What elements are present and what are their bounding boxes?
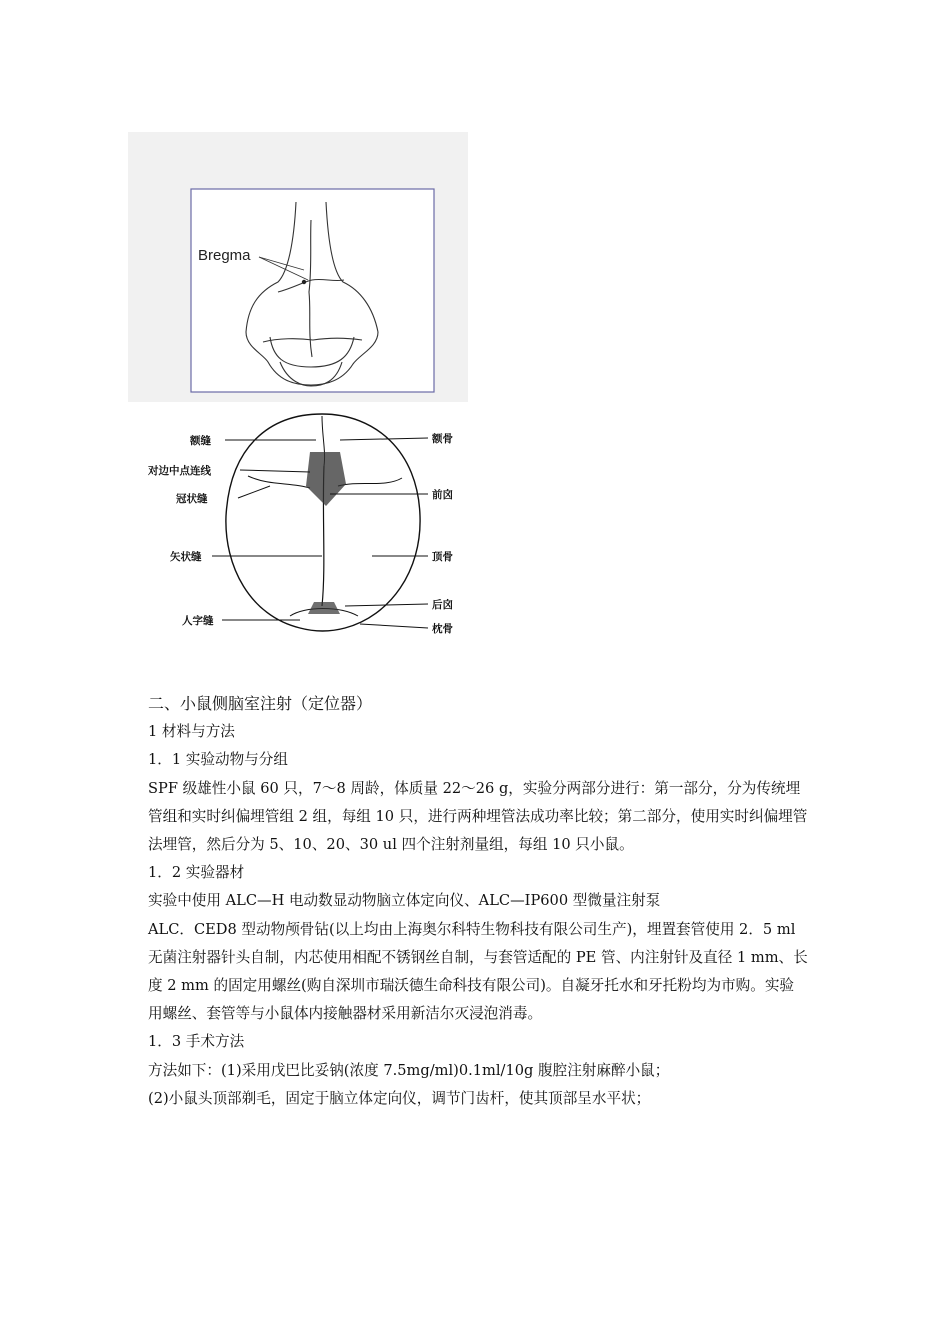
bregma-label: Bregma: [198, 247, 251, 264]
label-anterior-fontanelle: 前囟: [432, 489, 453, 501]
label-frontal-suture: 额缝: [190, 435, 211, 447]
skull-outline: [226, 414, 420, 631]
label-midpoint-line: 对边中点连线: [148, 465, 211, 477]
paragraph-surgery-step-1: 方法如下：(1)采用戊巴比妥钠(浓度 7.5mg/ml)0.1ml/10g 腹腔注射麻醉小鼠；: [148, 1061, 670, 1079]
skull-sutures-figure: [140, 406, 480, 642]
bregma-skull-drawing: [128, 132, 468, 402]
label-posterior-fontanelle: 后囟: [432, 599, 453, 611]
paragraph-equipment-b: ALC．CED8 型动物颅骨钻(以上均由上海奥尔科特生物科技有限公司生产)，埋置套管使用 2．5 ml 无菌注射器针头自制，内芯使用相配不锈钢丝自制，与套管适配的 PE 管、内注射针及直径 1 mm、长度 2 mm 的固定用螺丝(购自深圳市瑞沃德生命科技有限公司)。自凝牙托水和牙托粉均为市购。实验用螺丝、套管等与小鼠体内接触器材采用新洁尔灭浸泡消毒。: [148, 920, 808, 1023]
heading-surgery-method: 1．3 手术方法: [148, 1033, 245, 1051]
label-frontal-bone: 额骨: [432, 433, 453, 445]
label-occipital-bone: 枕骨: [432, 623, 453, 635]
figure-frame: [191, 189, 434, 392]
skull-sutures-drawing: [140, 406, 480, 642]
anterior-fontanelle-mark: [306, 452, 346, 506]
heading-animals-grouping: 1．1 实验动物与分组: [148, 751, 288, 769]
posterior-fontanelle-mark: [308, 602, 340, 614]
heading-equipment: 1．2 实验器材: [148, 864, 245, 882]
heading-materials-methods: 1 材料与方法: [148, 723, 235, 741]
label-coronal-suture: 冠状缝: [176, 493, 208, 505]
paragraph-animals-grouping: SPF 级雄性小鼠 60 只，7～8 周龄，体质量 22～26 g，实验分两部分进行：第一部分，分为传统埋管组和实时纠偏埋管组 2 组，每组 10 只，进行两种埋管法成功率比较；第二部分，使用实时纠偏埋管法埋管，然后分为 5、10、20、30 ul 四个注射剂量组，每组 10 只小鼠。: [148, 779, 808, 854]
document-body: [148, 690, 808, 1113]
bregma-figure: [128, 132, 468, 402]
label-lambdoid-suture: 人字缝: [182, 615, 214, 627]
paragraph-surgery-step-2: (2)小鼠头顶部剃毛，固定于脑立体定向仪，调节门齿杆，使其顶部呈水平状；: [148, 1089, 651, 1107]
label-parietal-bone: 顶骨: [432, 551, 453, 563]
bregma-point: [302, 280, 306, 284]
paragraph-equipment-a: 实验中使用 ALC—H 电动数显动物脑立体定向仪、ALC—IP600 型微量注射泵: [148, 892, 661, 910]
label-sagittal-suture: 矢状缝: [170, 551, 202, 563]
section-title: 二、小鼠侧脑室注射（定位器）: [148, 694, 373, 713]
